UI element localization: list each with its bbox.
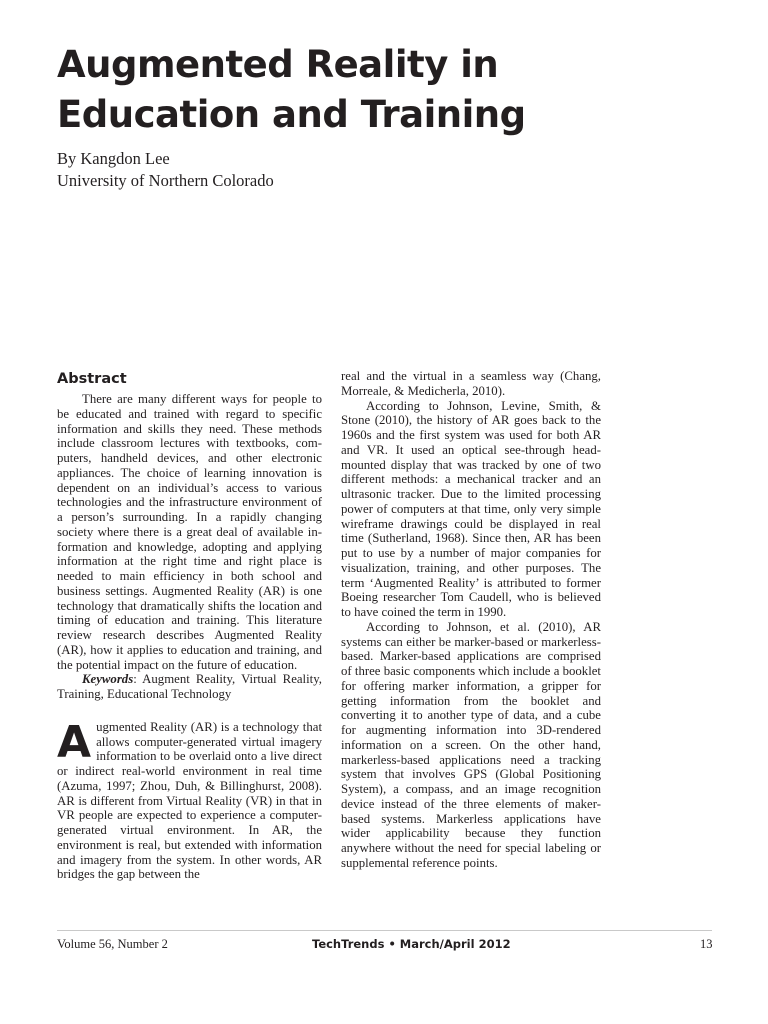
page-number: 13 [700,937,713,951]
keywords-paragraph [57,672,322,702]
footer-volume: Volume 56, Number 2 [57,937,168,951]
right-column [341,369,601,871]
intro-paragraph [57,716,322,882]
body-paragraph-2: According to Johnson, Levine, Smith, & Stone (2010), the history of AR goes back to the 1960s and the first system was used for both AR and VR. It used an optical see-through headmounted display that was tracked by one of two different methods: a mechanical tracker and an ultrasonic tracker. Due to the limited processing power of computers at that time, only very simple wireframe drawings could be displayed in real time (Sutherland, 1968). Since then, AR has been put to use by a number of major companies for visualization, training, and other purposes. The term ‘Augmented Reality’ is attributed to former Boeing researcher Tom Caudell, who is believed to have coined the term in 1990. [341,398,601,619]
footer-journal: TechTrends • March/April 2012 [312,937,511,951]
author-affiliation: University of Northern Colorado [57,171,274,190]
title-line-2: Education and Training [57,93,526,136]
footer-divider [57,930,712,931]
drop-cap: A [57,716,92,768]
intro-body: ugmented Reality (AR) is a technology that allows computer-generated virtual imagery information to be overlaid onto a live direct or indirect real-world environment in real time (Azuma, 1997; Zhou, Duh, & Billinghurst, 2008). AR is different from Virtual Reality (VR) in that in VR people are expected to experience a computer-generated virtual environment. In AR, the environment is real, but extended with information and imagery from the system. In other words, AR bridges the gap between the [57,719,322,882]
abstract-body: There are many different ways for people to be educated and trained with regard to specific information and skills they need. These methods include classroom lectures with textbooks, computers, handheld devices, and other electronic appliances. The choice of learning innovation is dependent on an individual’s access to various technologies and the infrastructure environment of a person’s surrounding. In a rapidly changing society where there is a great deal of available information and knowledge, adopting and applying information at the right time and right place is needed to main efficiency in both school and business settings. Augmented Reality (AR) is one technology that dramatically shifts the location and timing of education and training. This literature review research describes Augmented Reality (AR), how it applies to education and training, and the potential impact on the future of education. [57,392,322,672]
body-paragraph-3: According to Johnson, et al. (2010), AR systems can either be marker-based or markerless-based. Marker-based applications are comprised of three basic components which include a booklet for offering marker information, a gripper for getting information from the booklet and converting it to another type of data, and a cube for augmenting information into 3D-rendered information on a screen. On the other hand, markerless-based applications need a tracking system that involves GPS (Global Positioning System), a compass, and an image recognition device instead of the three elements of maker-based systems. Markerless applications have wider applicability because they function anywhere without the need for special labeling or supplemental reference points. [341,619,601,870]
byline [57,148,274,192]
body-paragraph-1: real and the virtual in a seamless way (Chang, Morreale, & Medicherla, 2010). [341,369,601,398]
article-title [57,40,717,140]
keywords-list: : Augment Reality, Virtual Reality, Training, Educational Technology [57,672,322,701]
left-column [57,369,322,882]
abstract-heading: Abstract [57,371,127,387]
title-line-1: Augmented Reality in [57,43,499,86]
keywords-label: Keywords [82,672,134,687]
author-name: By Kangdon Lee [57,149,170,168]
